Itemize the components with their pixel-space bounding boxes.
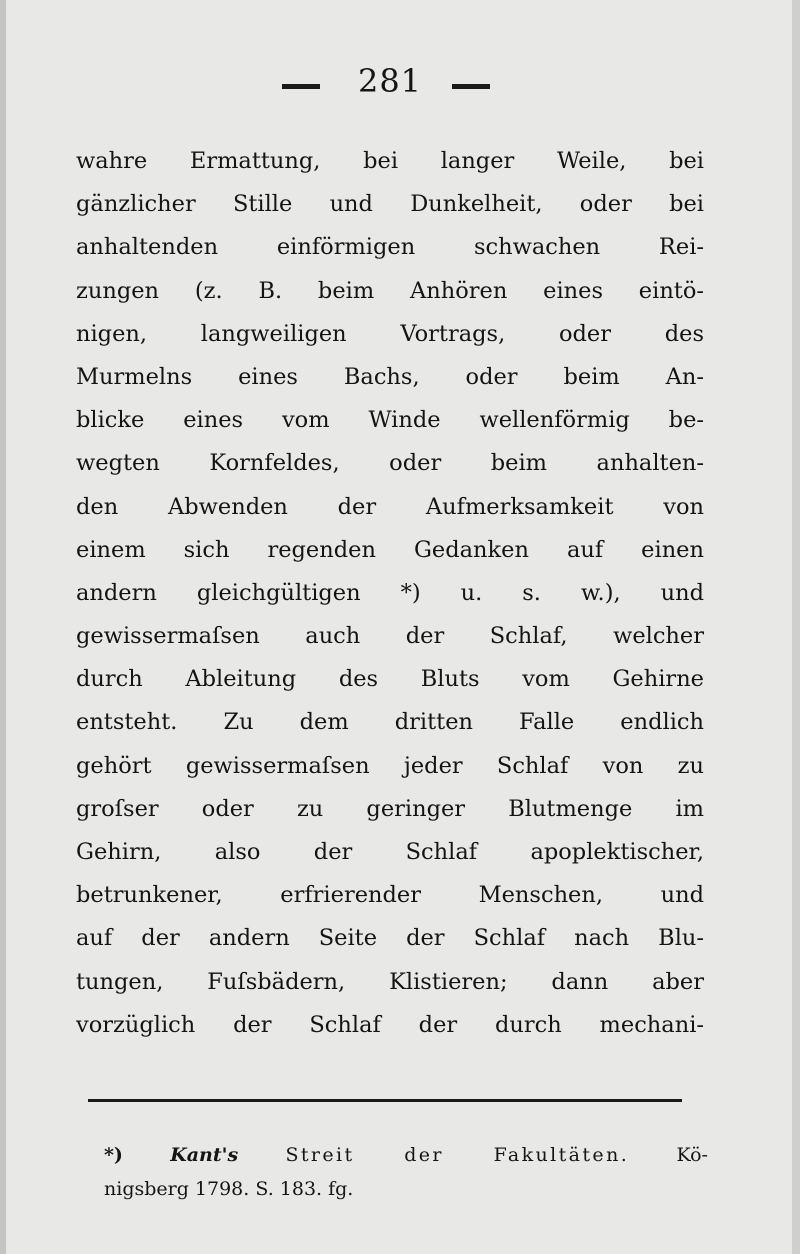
text-line: zungen (z. B. beim Anhören eines eintö- — [76, 277, 704, 304]
text-line: wahre Ermattung, bei langer Weile, bei — [76, 148, 704, 174]
page-edge-right — [792, 0, 800, 1254]
footnote-line: nigsberg 1798. S. 183. fg. — [104, 1178, 354, 1200]
text-line: anhaltenden einförmigen schwachen Rei- — [76, 234, 704, 261]
text-line: durch Ableitung des Bluts vom Gehirne — [76, 666, 704, 693]
text-line: blicke eines vom Winde wellenförmig be- — [76, 407, 704, 434]
footnote — [104, 1138, 708, 1206]
page-header — [0, 62, 800, 102]
text-line: den Abwenden der Aufmerksamkeit von — [76, 493, 704, 520]
text-line: betrunkener, erfrierender Menschen, und — [76, 882, 704, 909]
page-edge-left — [0, 0, 6, 1254]
text-line: andern gleichgültigen *) u. s. w.), und — [76, 579, 704, 606]
text-line: wegten Kornfeldes, oder beim anhalten- — [76, 450, 704, 477]
text-line: auf der andern Seite der Schlaf nach Blu- — [76, 925, 704, 952]
text-line: einem sich regenden Gedanken auf einen — [76, 536, 704, 563]
text-line: tungen, Fuſsbädern, Klistieren; dann aber — [76, 968, 704, 995]
text-line: gänzlicher Stille und Dunkelheit, oder bei — [76, 191, 704, 218]
footnote-marker: *) — [104, 1144, 123, 1166]
footnote-author: Kant's — [170, 1144, 239, 1166]
header-dash-left — [282, 84, 320, 89]
text-line: nigen, langweiligen Vortrags, oder des — [76, 320, 704, 347]
body-text — [76, 140, 704, 1047]
text-line: Murmelns eines Bachs, oder beim An- — [76, 363, 704, 390]
text-line: gehört gewissermaſsen jeder Schlaf von zu — [76, 752, 704, 779]
text-line: vorzüglich der Schlaf der durch mechani- — [76, 1011, 704, 1038]
footnote-divider — [88, 1099, 682, 1102]
page-number: 281 — [357, 62, 423, 100]
footnote-title: Streit der Fakultäten. — [285, 1144, 630, 1166]
text-line: groſser oder zu geringer Blutmenge im — [76, 795, 704, 822]
footnote-line — [104, 1138, 708, 1172]
text-line: Gehirn, also der Schlaf apoplektischer, — [76, 839, 704, 865]
text-line: gewissermaſsen auch der Schlaf, welcher — [76, 623, 704, 650]
text-line: entsteht. Zu dem dritten Falle endlich — [76, 709, 704, 736]
footnote-continuation: Kö- — [676, 1144, 708, 1166]
header-dash-right — [452, 84, 490, 89]
